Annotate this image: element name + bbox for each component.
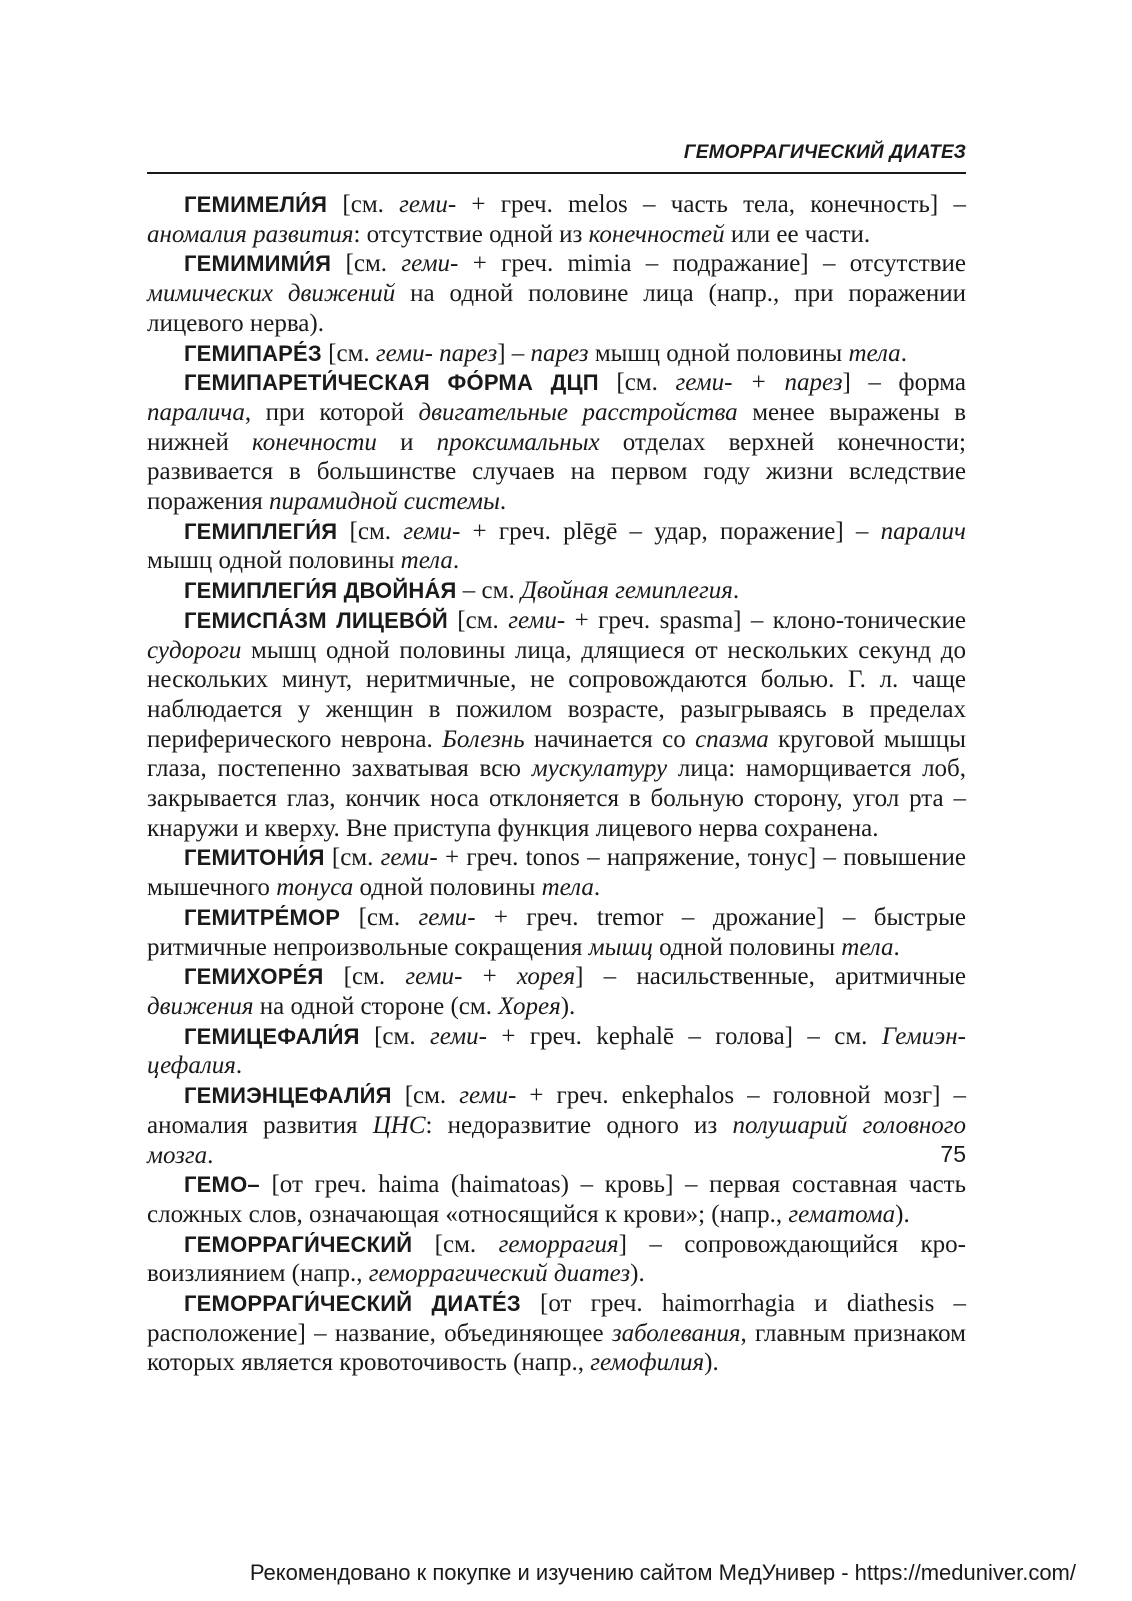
entry-text: ] – насильственные, аритмичные bbox=[575, 963, 966, 991]
entry-text: . bbox=[593, 874, 601, 902]
entry-text: [от греч. haima (haimatoas) – кровь] – первая составная часть сложных слов, означающая «относящийся к крови»; (напр., bbox=[147, 1171, 966, 1228]
entry-text: - + греч. melos – часть тела, конечность] – bbox=[447, 191, 966, 218]
dictionary-entry bbox=[147, 1170, 966, 1229]
entry-text: или ее части. bbox=[724, 220, 871, 248]
entry-text: - + греч. tremor – дрожание] – быстрые ритмичные непроизвольные сокращения bbox=[147, 903, 967, 961]
dictionary-entry bbox=[147, 606, 966, 844]
entry-text-italic: Хорея bbox=[498, 992, 561, 1020]
entry-text: ] – сопровождающийся кровоизлиянием (напр., bbox=[147, 1230, 966, 1288]
entry-text: . bbox=[235, 1052, 243, 1080]
entry-text: начинается со bbox=[524, 725, 696, 753]
entry-text-italic: паралича bbox=[147, 398, 245, 426]
entry-text-italic: конечностей bbox=[588, 220, 725, 248]
entry-text-italic: Болезнь bbox=[442, 725, 525, 753]
entry-headword: ГЕМИСПА́ЗМ ЛИЦЕВО́Й bbox=[184, 607, 448, 633]
entry-headword: ГЕМИПЛЕГИ́Я bbox=[184, 518, 338, 544]
entry-text-italic: тела bbox=[848, 339, 901, 367]
entry-text: . bbox=[452, 547, 460, 575]
entry-text-italic: аномалия развития bbox=[147, 220, 354, 248]
entry-text-italic: геми bbox=[429, 1022, 479, 1050]
entry-text-italic: геми bbox=[380, 844, 430, 872]
entry-text: [от греч. haimorrhagia и diathesis – расположение] – название, объединяющее bbox=[147, 1290, 966, 1347]
entry-text-italic: мускулатуру bbox=[531, 755, 668, 783]
entry-headword: ГЕМИПЛЕГИ́Я ДВОЙНА́Я bbox=[184, 578, 457, 604]
entry-text-italic: геморрагический диатез bbox=[368, 1260, 631, 1288]
entry-text-italic: мышц bbox=[588, 933, 653, 961]
entry-text-italic: геми- + парез bbox=[675, 369, 843, 397]
entry-headword: ГЕМИХОРЕ́Я bbox=[184, 964, 324, 990]
entry-headword: ГЕМИПАРЕТИ́ЧЕСКАЯ ФО́РМА ДЦП bbox=[184, 370, 599, 396]
entry-text: отделах верхней конечности; развивается в большинстве случаев на первом году жизни вследствие поражения bbox=[147, 428, 966, 516]
entry-text-italic: геморрагия bbox=[498, 1230, 619, 1258]
entry-text-italic: геми- парез bbox=[375, 339, 498, 367]
dictionary-entry bbox=[147, 249, 966, 338]
entry-text: [см. bbox=[327, 191, 400, 218]
dictionary-entry bbox=[147, 1289, 966, 1378]
entry-headword: ГЕМОРРАГИ́ЧЕСКИЙ ДИАТЕ́З bbox=[184, 1291, 521, 1317]
entry-text-italic: ЦНС bbox=[372, 1111, 426, 1139]
entry-headword: ГЕМОРРАГИ́ЧЕСКИЙ bbox=[184, 1231, 413, 1257]
entry-text: . bbox=[499, 488, 507, 516]
entry-text: ). bbox=[895, 1200, 910, 1228]
dictionary-entry bbox=[147, 1230, 966, 1289]
entry-text: [см. bbox=[412, 1230, 499, 1258]
entry-text: : недоразвитие одного из bbox=[425, 1111, 733, 1139]
entry-text-italic: тонуса bbox=[276, 874, 354, 902]
dictionary-entry bbox=[147, 517, 966, 576]
dictionary-entries bbox=[147, 190, 966, 1378]
entry-text-italic: судороги bbox=[147, 636, 242, 664]
entry-text-italic: гематома bbox=[788, 1200, 896, 1228]
entry-text-italic: геми bbox=[418, 903, 468, 931]
entry-text-italic: геми bbox=[401, 250, 451, 278]
dictionary-entry bbox=[147, 1081, 966, 1170]
entry-text-italic: Двойная гемиплегия bbox=[520, 577, 733, 605]
entry-text: - + греч. plēgē – удар, поражение] – bbox=[451, 517, 881, 545]
dictionary-entry bbox=[147, 962, 966, 1021]
running-head: ГЕМОРРАГИЧЕСКИЙ ДИАТЕЗ bbox=[683, 142, 966, 163]
entry-text-italic: мимических движений bbox=[147, 280, 396, 308]
entry-headword: ГЕМИЭНЦЕФАЛИ́Я bbox=[184, 1083, 392, 1109]
entry-text: – см. bbox=[456, 577, 521, 605]
entry-text: ] – форма bbox=[842, 369, 966, 397]
entry-text: менее выражены в нижней bbox=[147, 398, 966, 456]
entry-text: . bbox=[900, 339, 907, 367]
entry-text-italic: геми bbox=[403, 517, 452, 545]
entry-text: мышц одной половины лица, длящиеся от нескольких секунд до нескольких минут, неритмичные, не сопровождаются болью. Г. л. чаще наблюдается у женщин в пожилом возрасте, разыгрываясь в пределах периферического неврона. bbox=[147, 636, 966, 753]
footer-note: Рекомендовано к покупке и изучению сайтом МедУнивер - https://meduniver.com/ bbox=[249, 1560, 1076, 1585]
entry-text: . bbox=[207, 1141, 214, 1169]
entry-text: - + греч. mimia – подражание] – отсутствие bbox=[450, 250, 966, 278]
entry-text: ). bbox=[560, 992, 576, 1020]
dictionary-entry bbox=[147, 190, 966, 249]
entry-text: круговой мышцы глаза, постепенно захватывая всю bbox=[147, 725, 966, 783]
entry-text-italic: спазма bbox=[695, 725, 769, 753]
entry-text: - + греч. tonos – напряжение, тонус] – повышение мышечного bbox=[147, 844, 966, 902]
dictionary-entry bbox=[147, 903, 966, 962]
entry-text-italic: геми bbox=[459, 1082, 508, 1110]
entry-headword: ГЕМО– bbox=[184, 1172, 260, 1198]
entry-text: - + bbox=[454, 963, 517, 991]
entry-text: [см. bbox=[337, 517, 404, 545]
entry-text: . bbox=[732, 577, 740, 605]
dictionary-entry bbox=[147, 843, 966, 902]
entry-text: одной половины bbox=[652, 933, 842, 961]
entry-text: на одной стороне (см. bbox=[253, 992, 499, 1020]
entry-text: ). bbox=[630, 1260, 645, 1288]
entry-text: [см. bbox=[323, 963, 406, 991]
entry-headword: ГЕМИТОНИ́Я bbox=[184, 845, 325, 871]
entry-text: , при которой bbox=[244, 398, 419, 426]
entry-text-italic: двигательные расстройства bbox=[418, 398, 738, 426]
entry-text-italic: пирамидной системы bbox=[269, 488, 500, 516]
entry-text: - + греч. enkephalos – головной мозг] – аномалия развития bbox=[147, 1082, 966, 1139]
entry-text: [см. bbox=[340, 903, 419, 931]
dictionary-entry bbox=[147, 1022, 966, 1081]
entry-text-italic: гемофилия bbox=[590, 1349, 705, 1377]
entry-text: - + греч. kephalē – голова] – см. bbox=[478, 1022, 882, 1050]
entry-text: одной половины bbox=[353, 874, 542, 902]
entry-text: мышц одной половины bbox=[588, 339, 849, 367]
entry-text-italic: тела bbox=[841, 933, 894, 961]
entry-text-italic: движения bbox=[147, 992, 254, 1020]
entry-text: [см. bbox=[324, 844, 381, 872]
entry-text-italic: парез bbox=[530, 339, 589, 367]
entry-text: - + греч. spasma] – клоно-тонические bbox=[556, 606, 966, 634]
page-number: 75 bbox=[940, 1141, 966, 1167]
dictionary-entry bbox=[147, 339, 966, 369]
entry-text-italic: тела bbox=[400, 547, 453, 575]
entry-text: на одной половине лица (напр., при поражении лицевого нерва). bbox=[147, 280, 966, 337]
entry-headword: ГЕМИТРЕ́МОР bbox=[184, 904, 341, 930]
entry-text-italic: проксимальных bbox=[436, 428, 600, 456]
entry-text: ). bbox=[704, 1349, 719, 1377]
entry-text-italic: заболевания bbox=[611, 1319, 741, 1347]
entry-text: [см. bbox=[391, 1082, 460, 1110]
entry-text: мышц одной половины bbox=[147, 547, 401, 575]
entry-text-italic: тела bbox=[541, 874, 594, 902]
entry-text: и bbox=[376, 428, 437, 456]
entry-text: лица: наморщивается лоб, закрывается глаз, кончик носа отклоняется в больную сторону, угол рта – кнаружи и кверху. Вне приступа функция лицевого нерва сохранена. bbox=[147, 755, 967, 842]
entry-headword: ГЕМИЦЕФАЛИ́Я bbox=[184, 1023, 360, 1049]
entry-text-italic: конечности bbox=[252, 428, 377, 456]
entry-text-italic: геми bbox=[405, 963, 455, 991]
entry-text: . bbox=[893, 933, 900, 961]
entry-headword: ГЕМИМИМИ́Я bbox=[184, 251, 332, 277]
entry-text-italic: паралич bbox=[880, 517, 966, 545]
entry-headword: ГЕМИПАРЕ́З bbox=[184, 340, 322, 366]
entry-text: [см. bbox=[598, 369, 676, 397]
entry-text: , главным признаком которых является кровоточивость (напр., bbox=[147, 1319, 966, 1377]
dictionary-entry bbox=[147, 576, 966, 606]
entry-text: [см. bbox=[359, 1022, 430, 1050]
entry-text-italic: хорея bbox=[516, 963, 576, 991]
entry-text-italic: полушарий головного мозга bbox=[147, 1111, 966, 1169]
entry-text: [см. bbox=[447, 606, 509, 634]
entry-text-italic: Гемиэнцефалия bbox=[147, 1022, 966, 1080]
entry-text-italic: геми bbox=[508, 606, 557, 634]
entry-text: [см. bbox=[331, 250, 402, 278]
entry-text: : отсутствие одной из bbox=[353, 220, 589, 248]
entry-headword: ГЕМИМЕЛИ́Я bbox=[184, 192, 328, 217]
entry-text: ] – bbox=[497, 339, 531, 367]
dictionary-entry bbox=[147, 368, 966, 517]
header-rule bbox=[147, 172, 966, 174]
entry-text: [см. bbox=[321, 339, 376, 367]
entry-text-italic: геми bbox=[399, 191, 448, 218]
